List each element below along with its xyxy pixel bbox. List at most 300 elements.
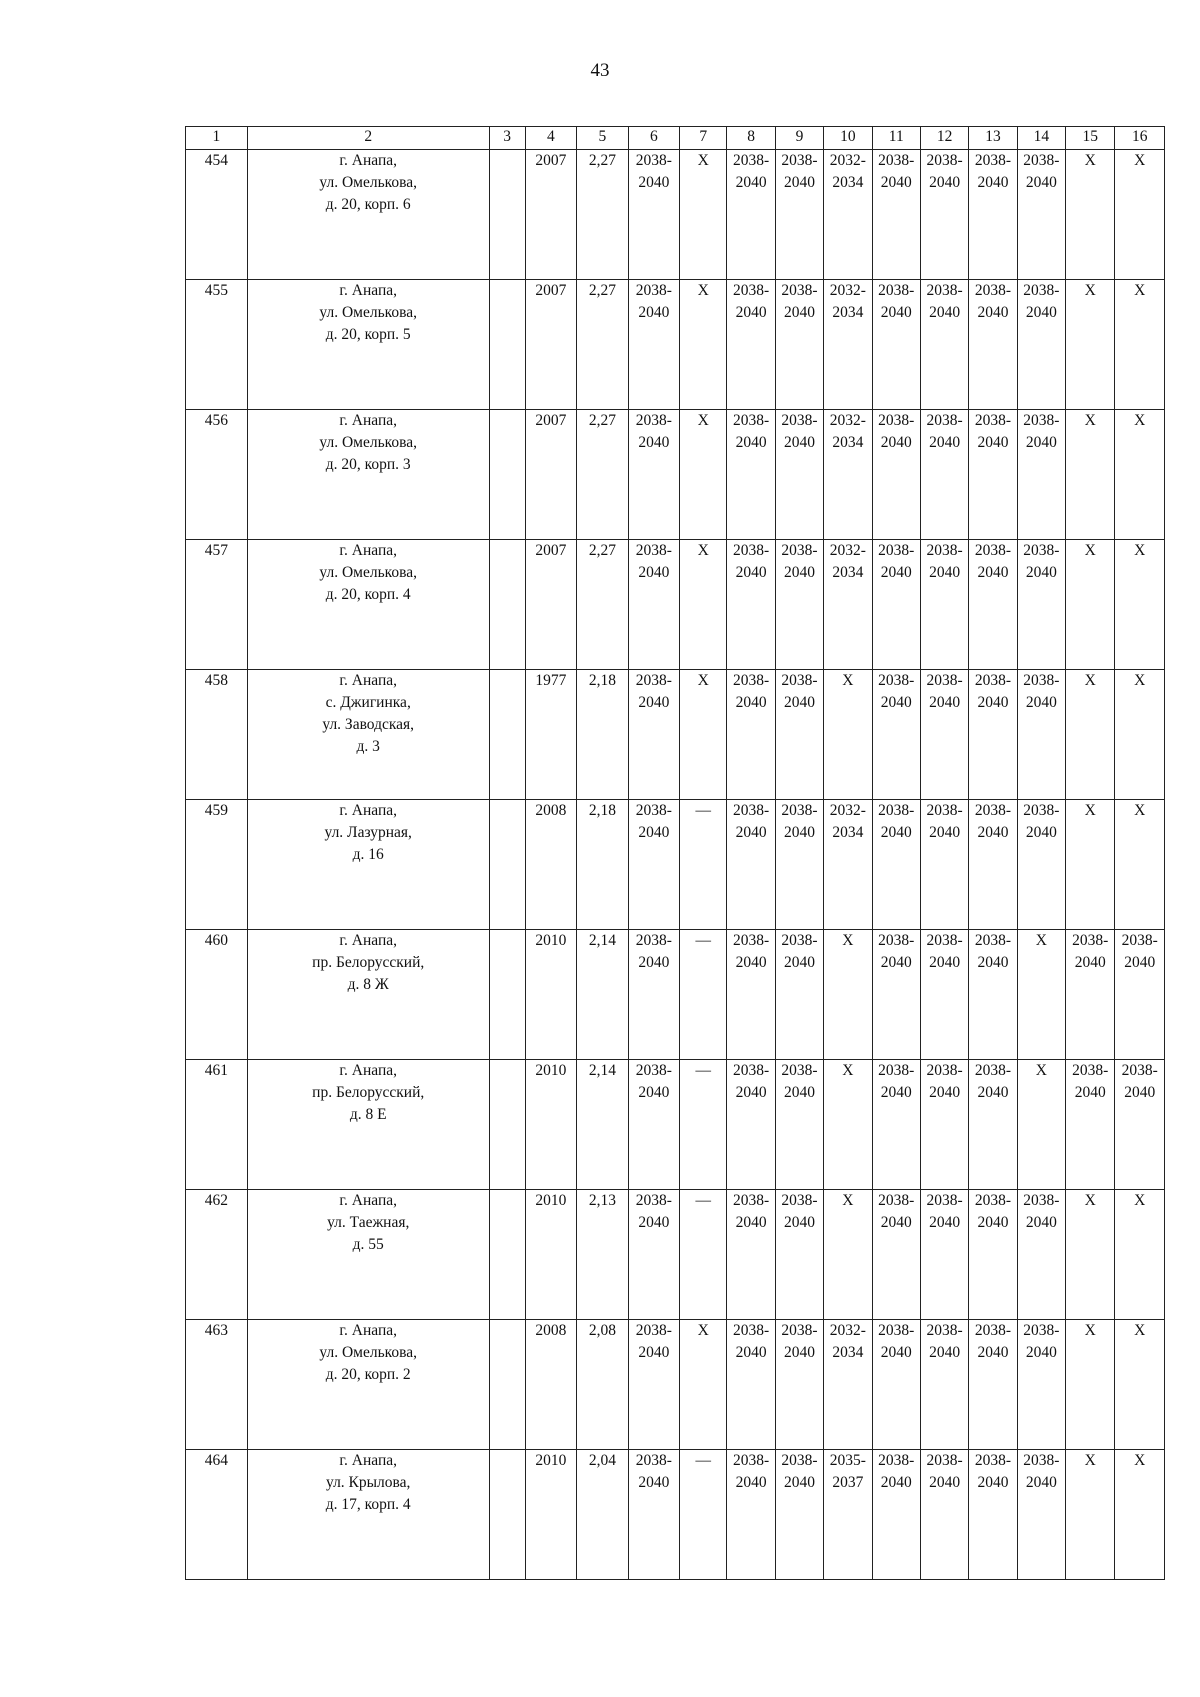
address-cell <box>247 1450 489 1580</box>
address-line: д. 20, корп. 4 <box>325 586 411 603</box>
period-line: 2038- <box>1023 802 1060 819</box>
address-line: д. 8 Е <box>349 1106 387 1123</box>
period-cell-col-13 <box>969 670 1017 800</box>
housing-repair-schedule-table <box>185 126 1165 1580</box>
address-line: д. 20, корп. 3 <box>325 456 411 473</box>
period-line: 2038- <box>878 802 915 819</box>
address-cell <box>247 540 489 670</box>
period-line: 2040 <box>784 304 815 321</box>
period-line: 2038- <box>974 932 1012 949</box>
period-line: 2040 <box>638 954 670 971</box>
value-cell: 2,27 <box>577 150 628 280</box>
row-number: 456 <box>186 410 248 540</box>
value-cell: 2,27 <box>577 410 628 540</box>
period-line: 2040 <box>784 824 815 841</box>
period-cell-col-12 <box>920 930 968 1060</box>
period-cell-col-9 <box>775 540 823 670</box>
period-line: 2040 <box>1025 824 1057 841</box>
address-line: г. Анапа, <box>339 802 397 819</box>
period-line: 2040 <box>735 1084 767 1101</box>
address-cell <box>247 150 489 280</box>
period-line: 2040 <box>1025 564 1057 581</box>
period-cell-col-14 <box>1017 150 1065 280</box>
period-line: 2040 <box>784 434 815 451</box>
period-line: 2038- <box>733 672 770 689</box>
period-cell-col-9 <box>775 280 823 410</box>
period-line: 2040 <box>929 304 961 321</box>
period-line: 2040 <box>784 174 815 191</box>
construction-year-cell: 2007 <box>525 150 576 280</box>
period-line: 2038- <box>635 1192 672 1209</box>
period-cell-col-7 <box>680 280 727 410</box>
period-line: — <box>695 1192 712 1209</box>
period-cell-col-8 <box>727 150 775 280</box>
period-line: 2040 <box>1124 954 1156 971</box>
period-line: 2040 <box>638 1344 670 1361</box>
period-line: Х <box>1035 1062 1047 1079</box>
period-line: 2038- <box>926 282 963 299</box>
column-header-4: 4 <box>525 127 576 150</box>
period-cell-col-8 <box>727 1450 775 1580</box>
period-line: Х <box>1084 672 1096 689</box>
period-line: Х <box>697 282 709 299</box>
period-line: 2038- <box>781 802 818 819</box>
period-line: 2038- <box>733 152 770 169</box>
period-line: 2040 <box>1025 1474 1057 1491</box>
period-line: 2034 <box>832 174 864 191</box>
column-header-3: 3 <box>489 127 525 150</box>
period-line: Х <box>842 1192 854 1209</box>
period-cell-col-16 <box>1115 670 1165 800</box>
period-line: 2038- <box>635 802 672 819</box>
period-cell-col-6 <box>628 930 679 1060</box>
period-line: 2035- <box>829 1452 866 1469</box>
period-line: 2040 <box>735 1214 767 1231</box>
period-line: 2040 <box>784 1474 815 1491</box>
cell-col-3 <box>489 930 525 1060</box>
period-line: 2037 <box>832 1474 864 1491</box>
period-cell-col-13 <box>969 800 1017 930</box>
period-line: 2040 <box>735 824 767 841</box>
period-line: 2038- <box>635 1452 672 1469</box>
period-line: 2038- <box>926 802 963 819</box>
period-line: Х <box>1084 802 1096 819</box>
period-cell-col-11 <box>872 540 920 670</box>
column-header-11: 11 <box>872 127 920 150</box>
period-cell-col-11 <box>872 280 920 410</box>
period-line: 2038- <box>926 672 963 689</box>
construction-year-cell: 2007 <box>525 410 576 540</box>
period-line: 2038- <box>635 1322 672 1339</box>
period-line: Х <box>1134 802 1146 819</box>
period-line: 2032- <box>829 412 866 429</box>
period-line: 2032- <box>829 152 866 169</box>
period-line: 2038- <box>1023 1322 1060 1339</box>
period-line: Х <box>1035 932 1047 949</box>
value-cell: 2,08 <box>577 1320 628 1450</box>
period-line: 2040 <box>929 824 961 841</box>
period-line: 2038- <box>781 672 818 689</box>
period-line: 2038- <box>635 152 672 169</box>
period-line: 2038- <box>733 542 770 559</box>
period-cell-col-7 <box>680 150 727 280</box>
period-line: 2038- <box>878 1322 915 1339</box>
period-line: 2038- <box>1023 672 1060 689</box>
table-row <box>186 540 1165 670</box>
period-line: Х <box>1084 1192 1096 1209</box>
period-line: 2038- <box>878 542 915 559</box>
column-header-1: 1 <box>186 127 248 150</box>
period-cell-col-11 <box>872 1060 920 1190</box>
period-line: 2038- <box>781 1062 818 1079</box>
period-cell-col-12 <box>920 1190 968 1320</box>
construction-year-cell: 2010 <box>525 1190 576 1320</box>
period-cell-col-10 <box>824 670 872 800</box>
period-line: 2040 <box>880 824 912 841</box>
period-line: 2040 <box>735 304 767 321</box>
row-number: 463 <box>186 1320 248 1450</box>
period-line: — <box>695 802 712 819</box>
period-line: 2040 <box>784 564 815 581</box>
table-row <box>186 800 1165 930</box>
period-cell-col-15 <box>1066 930 1115 1060</box>
cell-col-3 <box>489 1450 525 1580</box>
period-cell-col-14 <box>1017 280 1065 410</box>
address-line: ул. Омелькова, <box>319 434 418 451</box>
cell-col-3 <box>489 1320 525 1450</box>
period-cell-col-12 <box>920 280 968 410</box>
period-cell-col-13 <box>969 540 1017 670</box>
address-line: д. 16 <box>352 846 384 863</box>
period-line: 2040 <box>784 1344 815 1361</box>
table-row <box>186 1450 1165 1580</box>
period-cell-col-16 <box>1115 930 1165 1060</box>
period-line: 2040 <box>929 1084 961 1101</box>
period-cell-col-7 <box>680 800 727 930</box>
period-line: 2040 <box>735 1474 767 1491</box>
value-cell: 2,14 <box>577 930 628 1060</box>
column-header-6: 6 <box>628 127 679 150</box>
period-line: 2038- <box>926 1062 963 1079</box>
row-number: 454 <box>186 150 248 280</box>
period-line: 2040 <box>977 694 1009 711</box>
period-cell-col-8 <box>727 1060 775 1190</box>
column-header-5: 5 <box>577 127 628 150</box>
row-number: 464 <box>186 1450 248 1580</box>
period-line: 2040 <box>880 694 912 711</box>
value-cell: 2,27 <box>577 280 628 410</box>
period-line: 2040 <box>638 1214 670 1231</box>
cell-col-3 <box>489 410 525 540</box>
period-line: 2040 <box>929 954 961 971</box>
period-line: 2040 <box>880 434 912 451</box>
period-line: Х <box>697 672 709 689</box>
period-line: 2038- <box>974 1062 1012 1079</box>
address-line: г. Анапа, <box>339 1062 397 1079</box>
period-cell-col-14 <box>1017 1450 1065 1580</box>
period-cell-col-8 <box>727 1190 775 1320</box>
period-cell-col-7 <box>680 1190 727 1320</box>
row-number: 460 <box>186 930 248 1060</box>
column-header-7: 7 <box>680 127 727 150</box>
row-number: 455 <box>186 280 248 410</box>
period-cell-col-10 <box>824 280 872 410</box>
period-cell-col-12 <box>920 410 968 540</box>
value-cell: 2,18 <box>577 800 628 930</box>
construction-year-cell: 2010 <box>525 930 576 1060</box>
row-number: 457 <box>186 540 248 670</box>
address-line: с. Джигинка, <box>325 694 411 711</box>
period-line: 2040 <box>880 1084 912 1101</box>
period-cell-col-12 <box>920 800 968 930</box>
period-cell-col-8 <box>727 1320 775 1450</box>
period-line: 2040 <box>929 434 961 451</box>
cell-col-3 <box>489 1060 525 1190</box>
period-line: 2038- <box>878 1452 915 1469</box>
period-line: 2040 <box>638 1474 670 1491</box>
address-line: ул. Таежная, <box>327 1214 410 1231</box>
period-cell-col-9 <box>775 800 823 930</box>
period-cell-col-13 <box>969 280 1017 410</box>
period-line: 2040 <box>1025 304 1057 321</box>
period-cell-col-7 <box>680 670 727 800</box>
period-line: 2040 <box>735 434 767 451</box>
period-line: 2040 <box>977 304 1009 321</box>
period-line: 2040 <box>1025 1344 1057 1361</box>
period-cell-col-12 <box>920 540 968 670</box>
period-line: 2038- <box>878 282 915 299</box>
period-line: 2038- <box>733 282 770 299</box>
period-cell-col-11 <box>872 150 920 280</box>
period-cell-col-14 <box>1017 1060 1065 1190</box>
period-cell-col-12 <box>920 1060 968 1190</box>
period-line: 2040 <box>880 304 912 321</box>
period-cell-col-15 <box>1066 670 1115 800</box>
period-line: 2034 <box>832 824 864 841</box>
period-cell-col-13 <box>969 930 1017 1060</box>
period-line: 2040 <box>880 1474 912 1491</box>
period-line: 2038- <box>1023 152 1060 169</box>
period-line: 2038- <box>733 1452 770 1469</box>
period-line: 2038- <box>878 1062 915 1079</box>
period-cell-col-11 <box>872 1450 920 1580</box>
period-line: Х <box>1084 1322 1096 1339</box>
address-cell <box>247 410 489 540</box>
period-line: 2040 <box>784 694 815 711</box>
period-cell-col-13 <box>969 1450 1017 1580</box>
period-line: 2038- <box>1023 282 1060 299</box>
construction-year-cell: 2007 <box>525 280 576 410</box>
period-cell-col-6 <box>628 1450 679 1580</box>
period-cell-col-15 <box>1066 1060 1115 1190</box>
column-header-14: 14 <box>1017 127 1065 150</box>
period-cell-col-9 <box>775 930 823 1060</box>
address-line: д. 20, корп. 6 <box>325 196 411 213</box>
period-line: Х <box>1134 282 1146 299</box>
value-cell: 2,27 <box>577 540 628 670</box>
period-cell-col-6 <box>628 670 679 800</box>
period-line: 2040 <box>638 434 670 451</box>
period-line: 2040 <box>735 694 767 711</box>
period-cell-col-6 <box>628 280 679 410</box>
period-cell-col-15 <box>1066 280 1115 410</box>
construction-year-cell: 2010 <box>525 1060 576 1190</box>
period-line: 2038- <box>1121 1062 1158 1079</box>
period-cell-col-7 <box>680 1450 727 1580</box>
period-cell-col-8 <box>727 280 775 410</box>
address-cell <box>247 1190 489 1320</box>
period-line: 2038- <box>733 1192 770 1209</box>
period-line: 2040 <box>1025 1214 1057 1231</box>
period-line: 2040 <box>880 1214 912 1231</box>
period-cell-col-16 <box>1115 800 1165 930</box>
address-line: г. Анапа, <box>339 412 397 429</box>
period-cell-col-6 <box>628 540 679 670</box>
period-line: Х <box>1134 672 1146 689</box>
period-cell-col-14 <box>1017 800 1065 930</box>
column-number-header-row <box>186 127 1165 150</box>
period-line: 2038- <box>1072 1062 1109 1079</box>
period-line: Х <box>697 152 709 169</box>
period-cell-col-8 <box>727 540 775 670</box>
address-line: г. Анапа, <box>339 672 397 689</box>
period-line: 2038- <box>974 1322 1012 1339</box>
period-line: 2038- <box>781 932 818 949</box>
period-cell-col-13 <box>969 1060 1017 1190</box>
column-header-10: 10 <box>824 127 872 150</box>
period-cell-col-9 <box>775 410 823 540</box>
period-cell-col-10 <box>824 1320 872 1450</box>
period-line: Х <box>1134 1192 1146 1209</box>
address-line: г. Анапа, <box>339 152 397 169</box>
period-cell-col-6 <box>628 150 679 280</box>
value-cell: 2,18 <box>577 670 628 800</box>
column-header-16: 16 <box>1115 127 1165 150</box>
value-cell: 2,13 <box>577 1190 628 1320</box>
period-line: 2040 <box>929 564 961 581</box>
period-line: Х <box>842 672 854 689</box>
period-cell-col-14 <box>1017 1190 1065 1320</box>
period-line: 2032- <box>829 1322 866 1339</box>
period-line: 2038- <box>733 1322 770 1339</box>
period-cell-col-10 <box>824 1060 872 1190</box>
period-cell-col-16 <box>1115 150 1165 280</box>
period-cell-col-13 <box>969 1320 1017 1450</box>
period-line: 2038- <box>974 672 1012 689</box>
table-row <box>186 410 1165 540</box>
table-row <box>186 1060 1165 1190</box>
address-line: д. 20, корп. 5 <box>325 326 411 343</box>
address-line: г. Анапа, <box>339 1452 397 1469</box>
period-cell-col-10 <box>824 1190 872 1320</box>
table-row <box>186 1190 1165 1320</box>
address-cell <box>247 280 489 410</box>
column-header-15: 15 <box>1066 127 1115 150</box>
period-line: 2038- <box>974 1452 1012 1469</box>
cell-col-3 <box>489 1190 525 1320</box>
period-line: 2040 <box>929 1344 961 1361</box>
period-cell-col-16 <box>1115 410 1165 540</box>
period-line: 2040 <box>735 1344 767 1361</box>
table-row <box>186 1320 1165 1450</box>
period-line: 2040 <box>977 434 1009 451</box>
period-line: 2038- <box>878 1192 915 1209</box>
cell-col-3 <box>489 280 525 410</box>
period-line: 2038- <box>635 542 672 559</box>
period-cell-col-16 <box>1115 1450 1165 1580</box>
construction-year-cell: 1977 <box>525 670 576 800</box>
period-line: 2038- <box>974 1192 1012 1209</box>
table-row <box>186 280 1165 410</box>
construction-year-cell: 2008 <box>525 1320 576 1450</box>
period-line: 2040 <box>735 954 767 971</box>
address-line: г. Анапа, <box>339 932 397 949</box>
period-line: 2038- <box>974 802 1012 819</box>
period-line: 2038- <box>926 412 963 429</box>
address-cell <box>247 800 489 930</box>
period-line: 2040 <box>977 824 1009 841</box>
period-line: 2038- <box>733 802 770 819</box>
period-line: 2040 <box>735 174 767 191</box>
period-line: 2040 <box>735 564 767 581</box>
period-cell-col-15 <box>1066 540 1115 670</box>
period-line: 2038- <box>926 542 963 559</box>
cell-col-3 <box>489 150 525 280</box>
row-number: 461 <box>186 1060 248 1190</box>
period-cell-col-14 <box>1017 410 1065 540</box>
period-line: 2040 <box>880 954 912 971</box>
cell-col-3 <box>489 670 525 800</box>
period-cell-col-16 <box>1115 1060 1165 1190</box>
period-cell-col-12 <box>920 670 968 800</box>
construction-year-cell: 2008 <box>525 800 576 930</box>
address-line: ул. Омелькова, <box>319 564 418 581</box>
period-line: Х <box>842 1062 854 1079</box>
period-line: Х <box>1084 542 1096 559</box>
period-cell-col-14 <box>1017 930 1065 1060</box>
period-line: 2038- <box>781 282 818 299</box>
period-line: Х <box>1084 412 1096 429</box>
period-cell-col-13 <box>969 410 1017 540</box>
period-line: 2040 <box>880 174 912 191</box>
period-line: 2038- <box>1023 1192 1060 1209</box>
period-cell-col-7 <box>680 1320 727 1450</box>
period-line: 2040 <box>638 564 670 581</box>
period-line: 2040 <box>784 954 815 971</box>
period-line: 2034 <box>832 1344 864 1361</box>
period-line: 2040 <box>977 1214 1009 1231</box>
period-line: 2038- <box>733 1062 770 1079</box>
period-line: 2038- <box>1023 1452 1060 1469</box>
period-line: 2038- <box>974 412 1012 429</box>
period-cell-col-10 <box>824 930 872 1060</box>
period-line: 2038- <box>878 932 915 949</box>
cell-col-3 <box>489 800 525 930</box>
period-cell-col-12 <box>920 150 968 280</box>
period-cell-col-11 <box>872 670 920 800</box>
period-line: 2038- <box>635 932 672 949</box>
row-number: 459 <box>186 800 248 930</box>
period-line: Х <box>697 1322 709 1339</box>
period-cell-col-6 <box>628 410 679 540</box>
construction-year-cell: 2010 <box>525 1450 576 1580</box>
period-line: 2038- <box>974 542 1012 559</box>
period-line: Х <box>1084 1452 1096 1469</box>
period-line: 2038- <box>781 1452 818 1469</box>
period-cell-col-16 <box>1115 540 1165 670</box>
period-cell-col-11 <box>872 410 920 540</box>
address-line: ул. Крылова, <box>326 1474 411 1491</box>
